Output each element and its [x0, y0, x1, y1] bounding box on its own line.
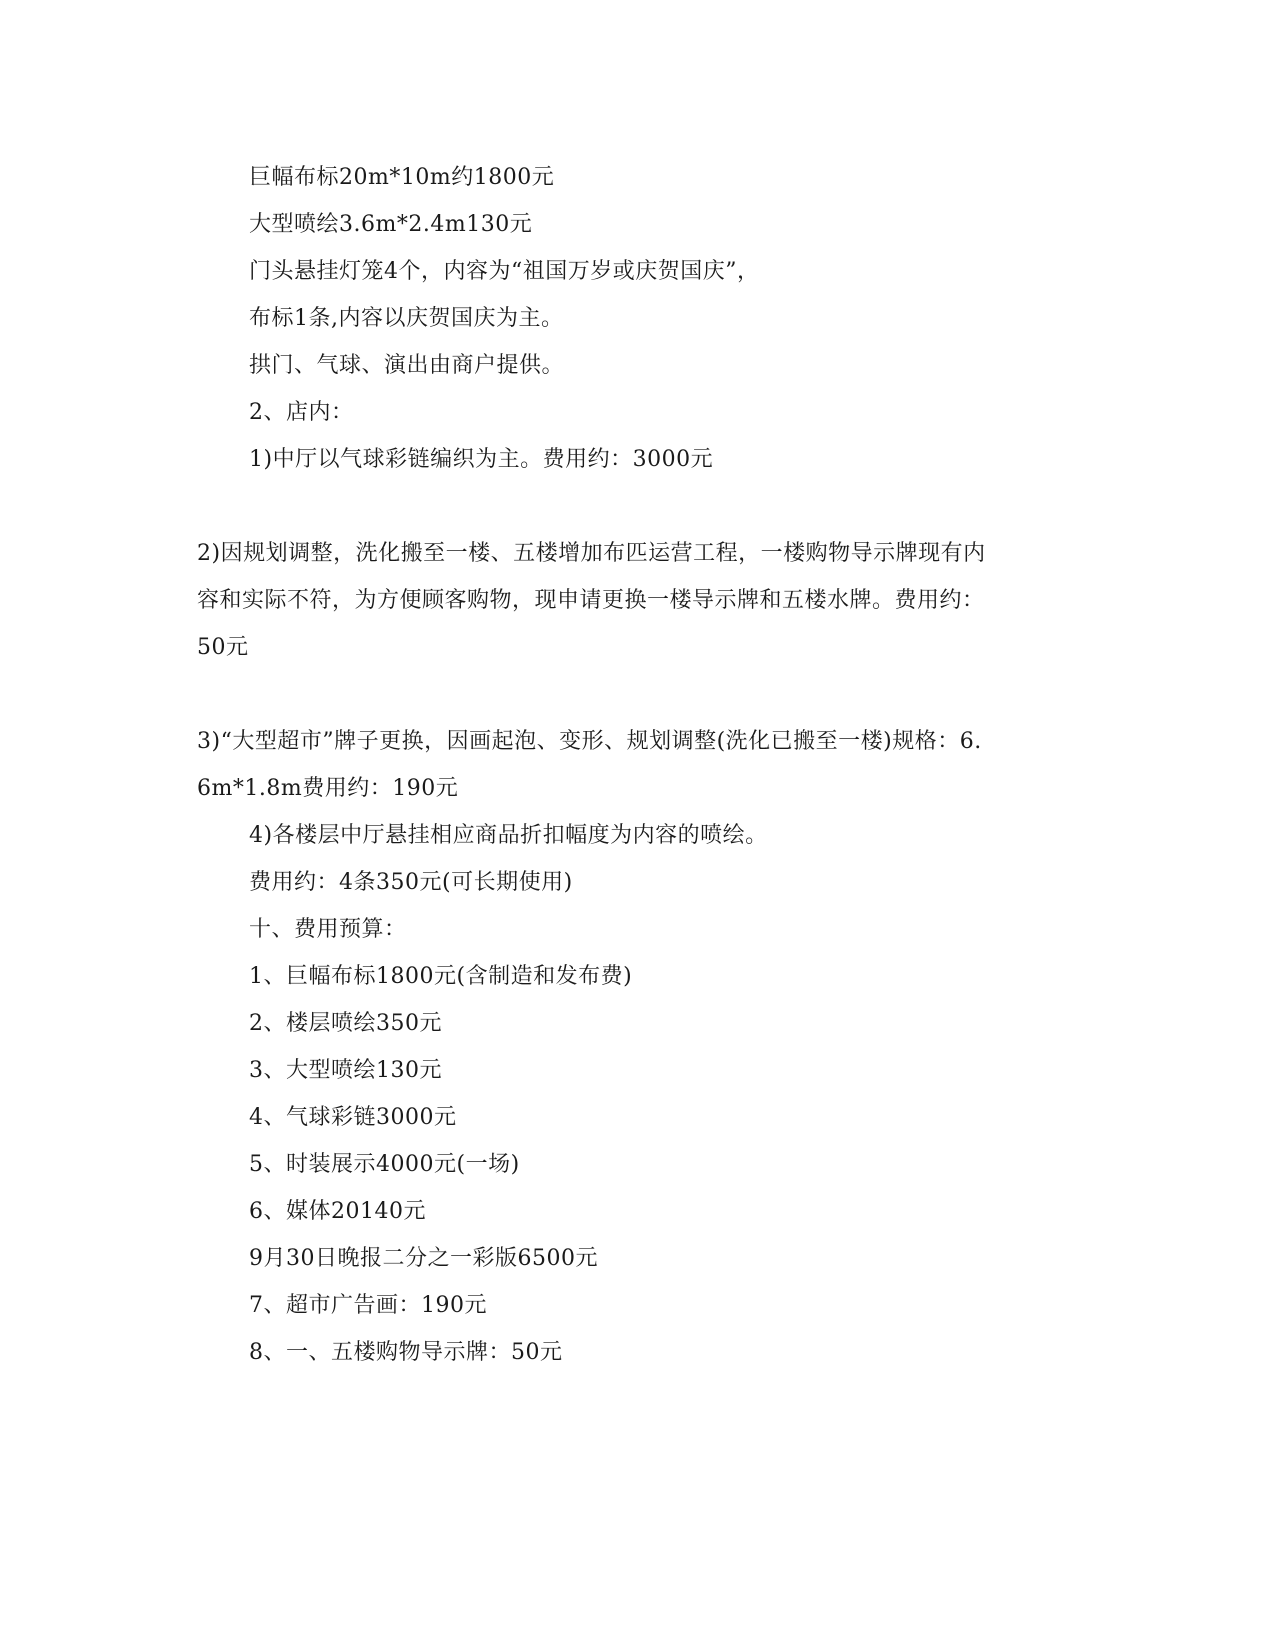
budget-item: 3、大型喷绘130元 [249, 1058, 442, 1083]
text-line: 50元 [197, 635, 249, 660]
text-line: 2)因规划调整，洗化搬至一楼、五楼增加布匹运营工程，一楼购物导示牌现有内 [197, 541, 986, 566]
budget-item: 8、一、五楼购物导示牌：50元 [249, 1340, 563, 1365]
text-line: 巨幅布标20m*10m约1800元 [249, 165, 555, 190]
budget-item: 5、时装展示4000元(一场) [249, 1152, 520, 1177]
text-line: 3)“大型超市”牌子更换，因画起泡、变形、规划调整(洗化已搬至一楼)规格：6. [197, 729, 982, 754]
text-line: 1)中厅以气球彩链编织为主。费用约：3000元 [249, 447, 714, 472]
budget-item: 6、媒体20140元 [249, 1199, 426, 1224]
text-line: 9月30日晚报二分之一彩版6500元 [249, 1246, 598, 1271]
section-heading: 十、费用预算： [249, 917, 407, 942]
text-line: 费用约：4条350元(可长期使用) [249, 870, 573, 895]
budget-item: 4、气球彩链3000元 [249, 1105, 457, 1130]
text-line: 4)各楼层中厅悬挂相应商品折扣幅度为内容的喷绘。 [249, 823, 768, 848]
text-line: 6m*1.8m费用约：190元 [197, 776, 459, 801]
text-line: 布标1条,内容以庆贺国庆为主。 [249, 306, 564, 331]
budget-item: 1、巨幅布标1800元(含制造和发布费) [249, 964, 633, 989]
section-heading: 2、店内： [249, 400, 354, 425]
budget-item: 2、楼层喷绘350元 [249, 1011, 442, 1036]
text-line: 大型喷绘3.6m*2.4m130元 [249, 212, 533, 237]
budget-item: 7、超市广告画：190元 [249, 1293, 487, 1318]
text-line: 门头悬挂灯笼4个，内容为“祖国万岁或庆贺国庆”， [249, 259, 760, 284]
text-line: 拱门、气球、演出由商户提供。 [249, 353, 565, 378]
text-line: 容和实际不符，为方便顾客购物，现申请更换一楼导示牌和五楼水牌。费用约： [197, 588, 985, 613]
